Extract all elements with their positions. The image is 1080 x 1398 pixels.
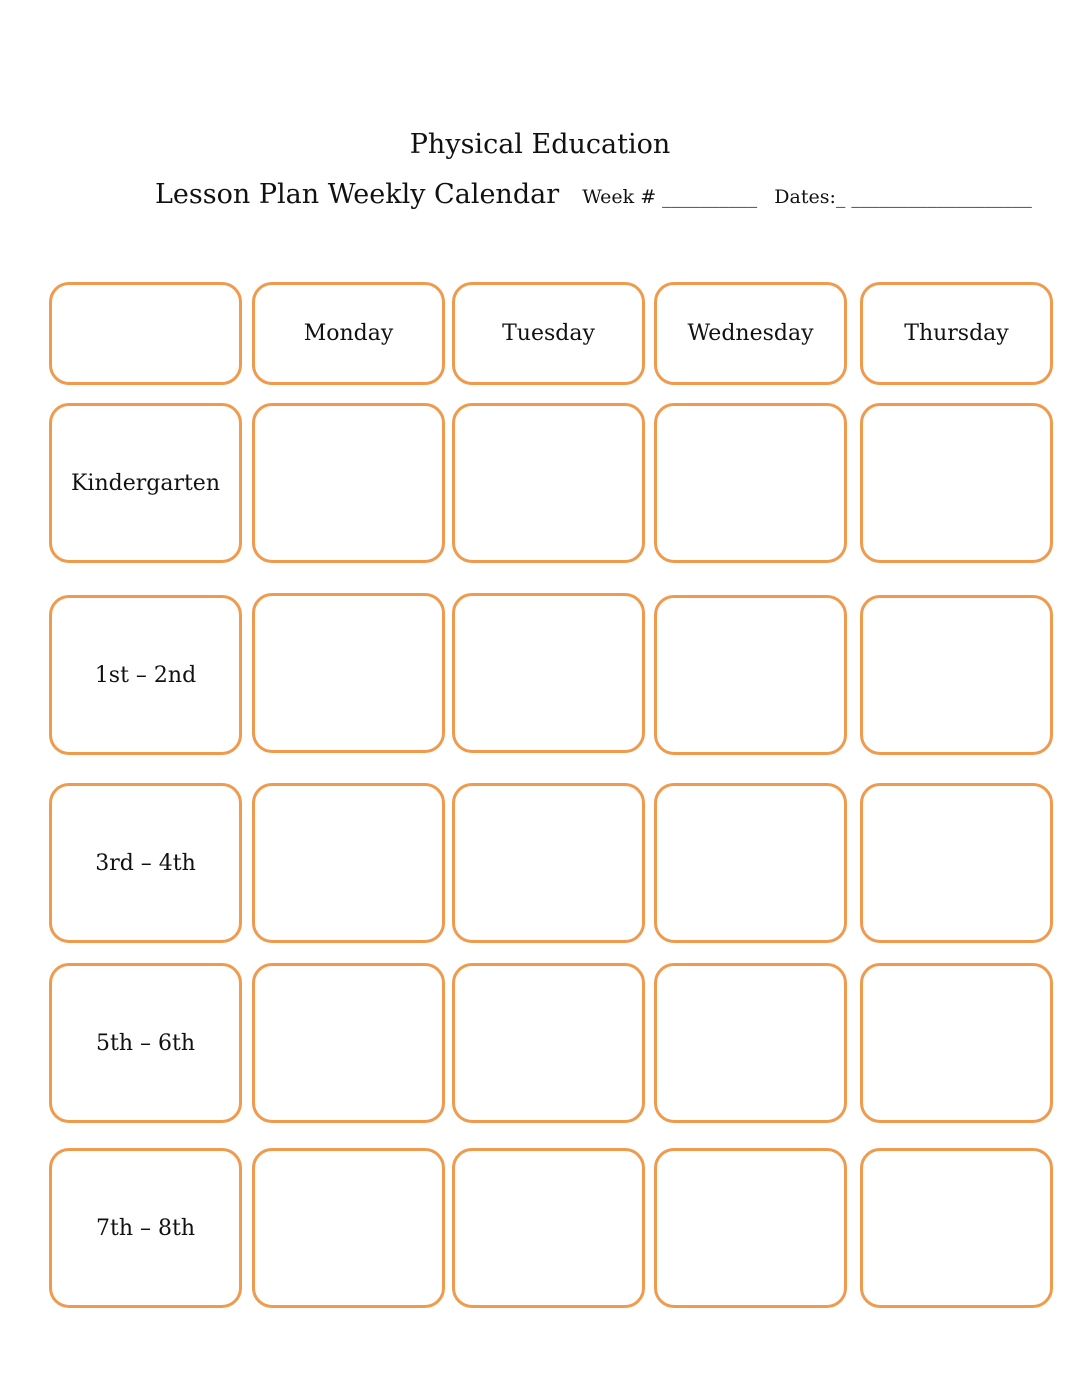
plan-cell-3rd-4th-tuesday[interactable]	[452, 783, 645, 943]
plan-cell-3rd-4th-wednesday[interactable]	[654, 783, 847, 943]
grade-label-7th-8th: 7th – 8th	[49, 1148, 242, 1308]
plan-cell-5th-6th-wednesday[interactable]	[654, 963, 847, 1123]
plan-cell-5th-6th-tuesday[interactable]	[452, 963, 645, 1123]
day-header-thursday: Thursday	[860, 282, 1053, 385]
plan-cell-5th-6th-monday[interactable]	[252, 963, 445, 1123]
plan-cell-kindergarten-thursday[interactable]	[860, 403, 1053, 563]
plan-cell-kindergarten-monday[interactable]	[252, 403, 445, 563]
grade-label-3rd-4th: 3rd – 4th	[49, 783, 242, 943]
grade-label-1st-2nd: 1st – 2nd	[49, 595, 242, 755]
day-header-wednesday: Wednesday	[654, 282, 847, 385]
corner-cell	[49, 282, 242, 385]
plan-cell-kindergarten-tuesday[interactable]	[452, 403, 645, 563]
plan-cell-5th-6th-thursday[interactable]	[860, 963, 1053, 1123]
page-subtitle: Lesson Plan Weekly Calendar	[155, 179, 560, 210]
plan-cell-7th-8th-thursday[interactable]	[860, 1148, 1053, 1308]
grade-label-kindergarten: Kindergarten	[49, 403, 242, 563]
dates-field[interactable]: Dates:_ ___________________	[774, 186, 1032, 208]
subtitle-row	[155, 178, 1032, 212]
plan-cell-1st-2nd-tuesday[interactable]	[452, 593, 645, 753]
plan-cell-kindergarten-wednesday[interactable]	[654, 403, 847, 563]
page-title: Physical Education	[409, 129, 671, 160]
plan-cell-7th-8th-tuesday[interactable]	[452, 1148, 645, 1308]
day-header-tuesday: Tuesday	[452, 282, 645, 385]
plan-cell-3rd-4th-monday[interactable]	[252, 783, 445, 943]
day-header-monday: Monday	[252, 282, 445, 385]
plan-cell-1st-2nd-thursday[interactable]	[860, 595, 1053, 755]
plan-cell-7th-8th-monday[interactable]	[252, 1148, 445, 1308]
plan-cell-1st-2nd-wednesday[interactable]	[654, 595, 847, 755]
plan-cell-1st-2nd-monday[interactable]	[252, 593, 445, 753]
plan-cell-3rd-4th-thursday[interactable]	[860, 783, 1053, 943]
plan-cell-7th-8th-wednesday[interactable]	[654, 1148, 847, 1308]
grade-label-5th-6th: 5th – 6th	[49, 963, 242, 1123]
week-number-field[interactable]: Week # __________	[582, 186, 758, 208]
